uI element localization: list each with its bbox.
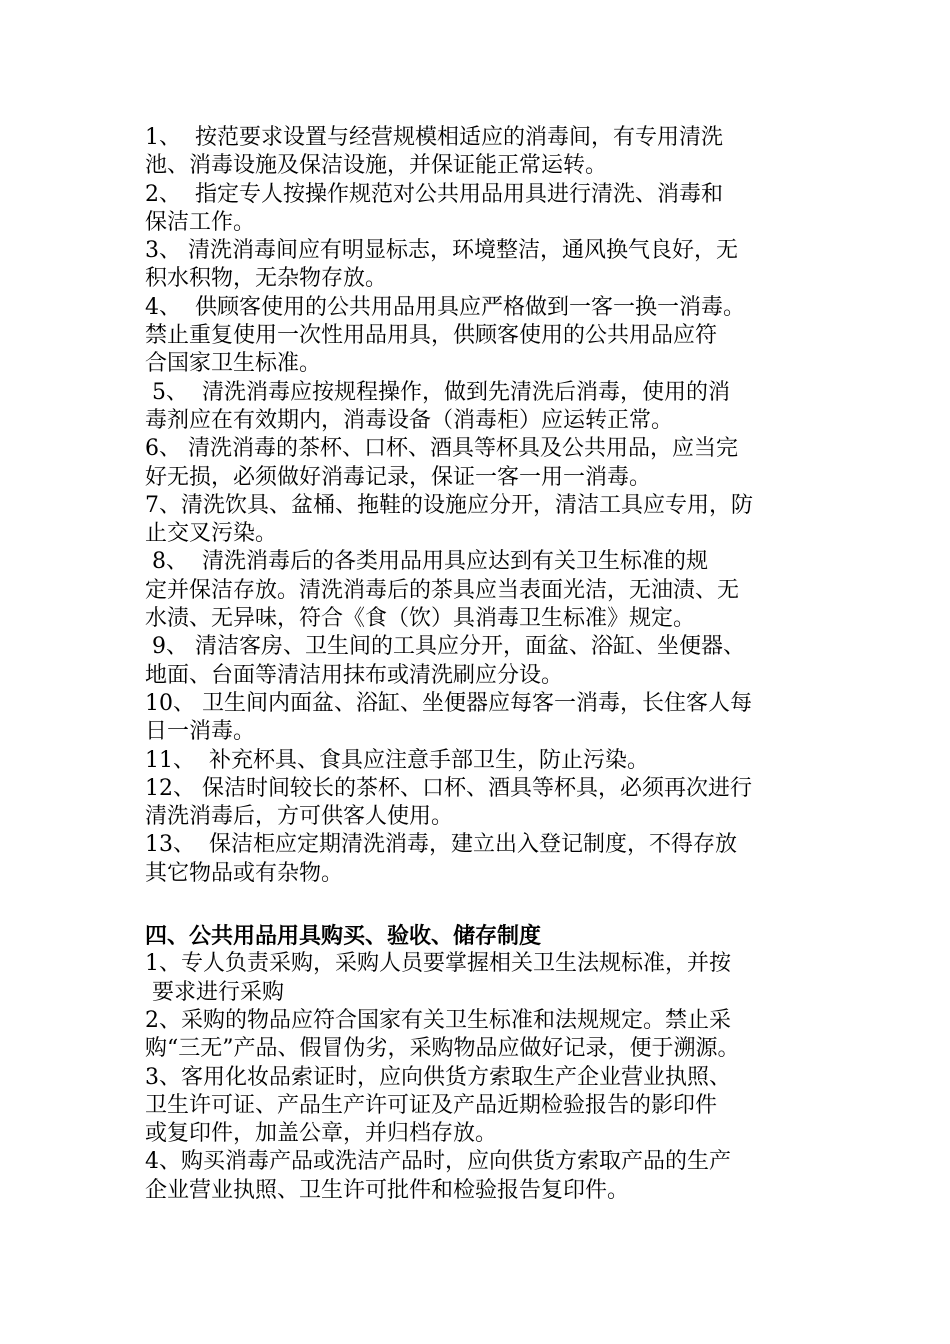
text-line: 1、专人负责采购，采购人员要掌握相关卫生法规标准，并按 — [145, 951, 731, 977]
list-item — [145, 124, 825, 181]
list-item — [145, 690, 825, 747]
text-line: 止交叉污染。 — [145, 521, 278, 547]
list-item — [145, 950, 825, 1007]
text-line: 12、 保洁时间较长的茶杯、口杯、酒具等杯具，必须再次进行 — [145, 775, 752, 801]
text-line: 10、 卫生间内面盆、浴缸、坐便器应每客一消毒，长住客人每 — [145, 690, 752, 716]
text-line: 日一消毒。 — [145, 719, 256, 745]
text-line: 4、购买消毒产品或洗洁产品时，应向供货方索取产品的生产 — [145, 1149, 731, 1175]
text-line: 4、 供顾客使用的公共用品用具应严格做到一客一换一消毒。 — [145, 294, 745, 320]
text-line: 好无损，必须做好消毒记录，保证一客一用一消毒。 — [145, 464, 652, 490]
section-four — [145, 922, 825, 1205]
list-item — [145, 775, 825, 832]
text-line: 定并保洁存放。清洗消毒后的茶具应当表面光洁，无油渍、无 — [145, 577, 740, 603]
document-page — [145, 124, 825, 1205]
list-item — [145, 831, 825, 888]
text-line: 11、 补充杯具、食具应注意手部卫生，防止污染。 — [145, 747, 649, 773]
text-line: 1、 按范要求设置与经营规模相适应的消毒间，有专用清洗 — [145, 125, 723, 150]
text-line: 5、 清洗消毒应按规程操作，做到先清洗后消毒，使用的消 — [145, 379, 730, 405]
text-line: 毒剂应在有效期内，消毒设备（消毒柜）应运转正常。 — [145, 407, 674, 433]
text-line: 3、 清洗消毒间应有明显标志，环境整洁，通风换气良好，无 — [145, 238, 738, 264]
list-item — [145, 435, 825, 492]
list-item — [145, 548, 825, 633]
list-item — [145, 747, 825, 775]
text-line: 水渍、无异味，符合《食（饮）具消毒卫生标准》规定。 — [145, 606, 696, 632]
section-heading: 四、公共用品用具购买、验收、储存制度 — [145, 923, 542, 950]
list-item — [145, 237, 825, 294]
text-line: 池、消毒设施及保洁设施，并保证能正常运转。 — [145, 153, 608, 179]
text-line: 9、 清洁客房、卫生间的工具应分开，面盆、浴缸、坐便器、 — [145, 634, 745, 660]
list-item — [145, 294, 825, 379]
text-line: 要求进行采购 — [145, 979, 284, 1005]
text-line: 企业营业执照、卫生许可批件和检验报告复印件。 — [145, 1177, 630, 1203]
list-item — [145, 492, 825, 549]
text-line: 保洁工作。 — [145, 209, 256, 235]
text-line: 购“三无”产品、假冒伪劣，采购物品应做好记录，便于溯源。 — [145, 1036, 740, 1062]
text-line: 6、 清洗消毒的茶杯、口杯、酒具等杯具及公共用品，应当完 — [145, 436, 738, 462]
list-item — [145, 1007, 825, 1064]
list-item — [145, 1148, 825, 1205]
text-line: 13、 保洁柜应定期清洗消毒，建立出入登记制度，不得存放 — [145, 832, 737, 858]
list-item — [145, 379, 825, 436]
text-line: 或复印件，加盖公章，并归档存放。 — [145, 1121, 498, 1147]
text-line: 7、清洗饮具、盆桶、拖鞋的设施应分开，清洁工具应专用，防 — [145, 492, 753, 518]
text-line: 8、 清洗消毒后的各类用品用具应达到有关卫生标准的规 — [145, 549, 708, 575]
text-line: 地面、台面等清洁用抹布或清洗刷应分设。 — [145, 662, 564, 688]
text-line: 卫生许可证、产品生产许可证及产品近期检验报告的影印件 — [145, 1092, 718, 1118]
text-line: 2、 指定专人按操作规范对公共用品用具进行清洗、消毒和 — [145, 181, 723, 207]
list-item — [145, 181, 825, 238]
text-line: 3、客用化妆品索证时，应向供货方索取生产企业营业执照、 — [145, 1064, 731, 1090]
section-spacer — [145, 888, 825, 922]
text-line: 积水积物，无杂物存放。 — [145, 266, 388, 292]
text-line: 合国家卫生标准。 — [145, 351, 322, 377]
text-line: 禁止重复使用一次性用品用具，供顾客使用的公共用品应符 — [145, 323, 718, 349]
list-item — [145, 1064, 825, 1149]
list-item — [145, 633, 825, 690]
text-line: 清洗消毒后，方可供客人使用。 — [145, 804, 454, 830]
text-line: 2、采购的物品应符合国家有关卫生标准和法规规定。禁止采 — [145, 1007, 731, 1033]
section-three-list — [145, 124, 825, 888]
text-line: 其它物品或有杂物。 — [145, 860, 344, 886]
